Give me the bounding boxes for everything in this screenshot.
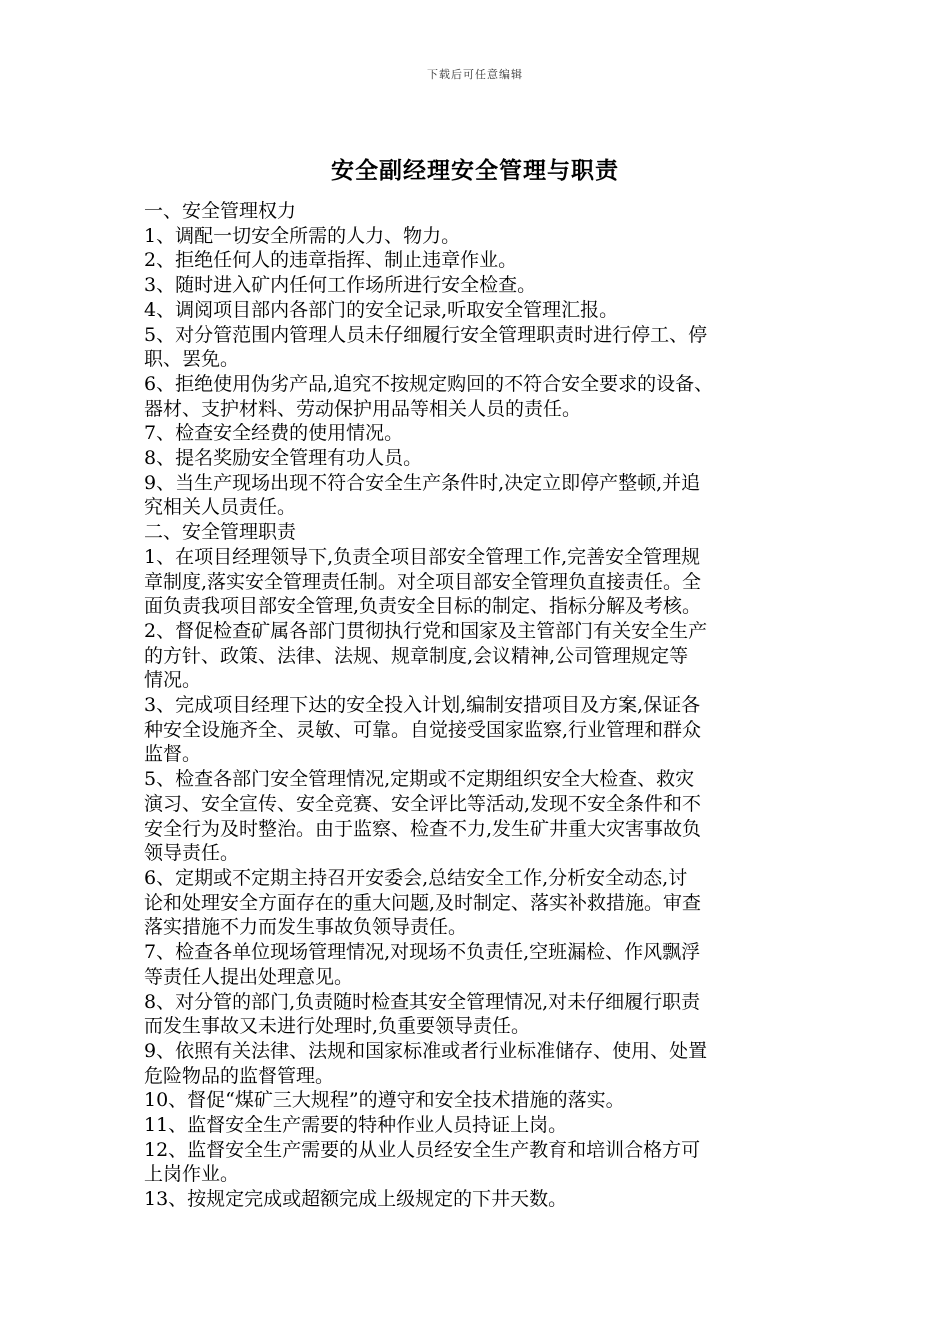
body-line: 器材、支护材料、劳动保护用品等相关人员的责任。	[144, 397, 582, 420]
body-line: 9、当生产现场出现不符合安全生产条件时,决定立即停产整顿,并追	[144, 471, 701, 494]
body-line: 5、检查各部门安全管理情况,定期或不定期组织安全大检查、救灾	[144, 768, 695, 791]
body-line: 6、定期或不定期主持召开安委会,总结安全工作,分析安全动态,讨	[144, 866, 688, 889]
body-line: 究相关人员责任。	[144, 496, 297, 519]
body-line: 9、依照有关法律、法规和国家标准或者行业标准储存、使用、处置	[144, 1039, 708, 1062]
body-line: 8、提名奖励安全管理有功人员。	[144, 447, 423, 470]
body-line: 的方针、政策、法律、法规、规章制度,会议精神,公司管理规定等	[144, 644, 689, 667]
body-line: 11、监督安全生产需要的特种作业人员持证上岗。	[144, 1114, 568, 1137]
body-line: 一、安全管理权力	[144, 200, 297, 222]
body-line: 危险物品的监督管理。	[144, 1064, 335, 1087]
body-line: 章制度,落实安全管理责任制。对全项目部安全管理负直接责任。全	[144, 570, 702, 593]
body-line: 1、在项目经理领导下,负责全项目部安全管理工作,完善安全管理规	[144, 545, 701, 568]
body-line: 而发生事故又未进行处理时,负重要领导责任。	[144, 1015, 531, 1038]
body-line: 5、对分管范围内管理人员未仔细履行安全管理职责时进行停工、停	[144, 323, 708, 346]
body-line: 上岗作业。	[144, 1163, 240, 1186]
body-line: 职、罢免。	[144, 348, 240, 371]
body-line: 8、对分管的部门,负责随时检查其安全管理情况,对未仔细履行职责	[144, 990, 701, 1013]
body-line: 3、完成项目经理下达的安全投入计划,编制安措项目及方案,保证各	[144, 694, 701, 717]
body-line: 安全行为及时整治。由于监察、检查不力,发生矿井重大灾害事故负	[144, 817, 702, 840]
header-note: 下载后可任意编辑	[427, 68, 523, 81]
document-body	[144, 199, 824, 1212]
body-line: 监督。	[144, 743, 202, 766]
body-line: 情况。	[144, 669, 202, 692]
body-line: 2、拒绝任何人的违章指挥、制止违章作业。	[144, 249, 518, 272]
body-line: 2、督促检查矿属各部门贯彻执行党和国家及主管部门有关安全生产	[144, 619, 708, 642]
body-line: 等责任人提出处理意见。	[144, 965, 354, 988]
body-line: 二、安全管理职责	[144, 521, 297, 544]
body-line: 面负责我项目部安全管理,负责安全目标的制定、指标分解及考核。	[144, 595, 702, 618]
body-line: 4、调阅项目部内各部门的安全记录,听取安全管理汇报。	[144, 298, 619, 321]
body-line: 领导责任。	[144, 842, 240, 865]
body-line: 3、随时进入矿内任何工作场所进行安全检查。	[144, 274, 537, 297]
body-line: 6、拒绝使用伪劣产品,追究不按规定购回的不符合安全要求的设备、	[144, 372, 714, 395]
body-line: 7、检查各单位现场管理情况,对现场不负责任,空班漏检、作风飘浮	[144, 941, 701, 964]
body-line: 种安全设施齐全、灵敏、可靠。自觉接受国家监察,行业管理和群众	[144, 718, 702, 741]
body-line: 13、按规定完成或超额完成上级规定的下井天数。	[144, 1188, 568, 1211]
body-line: 12、监督安全生产需要的从业人员经安全生产教育和培训合格方可	[144, 1138, 701, 1161]
body-line: 10、督促“煤矿三大规程”的遵守和安全技术措施的落实。	[144, 1089, 625, 1112]
body-line: 落实措施不力而发生事故负领导责任。	[144, 916, 468, 939]
document-title: 安全副经理安全管理与职责	[331, 157, 619, 184]
body-line: 7、检查安全经费的使用情况。	[144, 422, 404, 445]
body-line: 论和处理安全方面存在的重大问题,及时制定、落实补救措施。审查	[144, 891, 702, 914]
body-line: 1、调配一切安全所需的人力、物力。	[144, 224, 461, 247]
body-line: 演习、安全宣传、安全竞赛、安全评比等活动,发现不安全条件和不	[144, 792, 702, 815]
